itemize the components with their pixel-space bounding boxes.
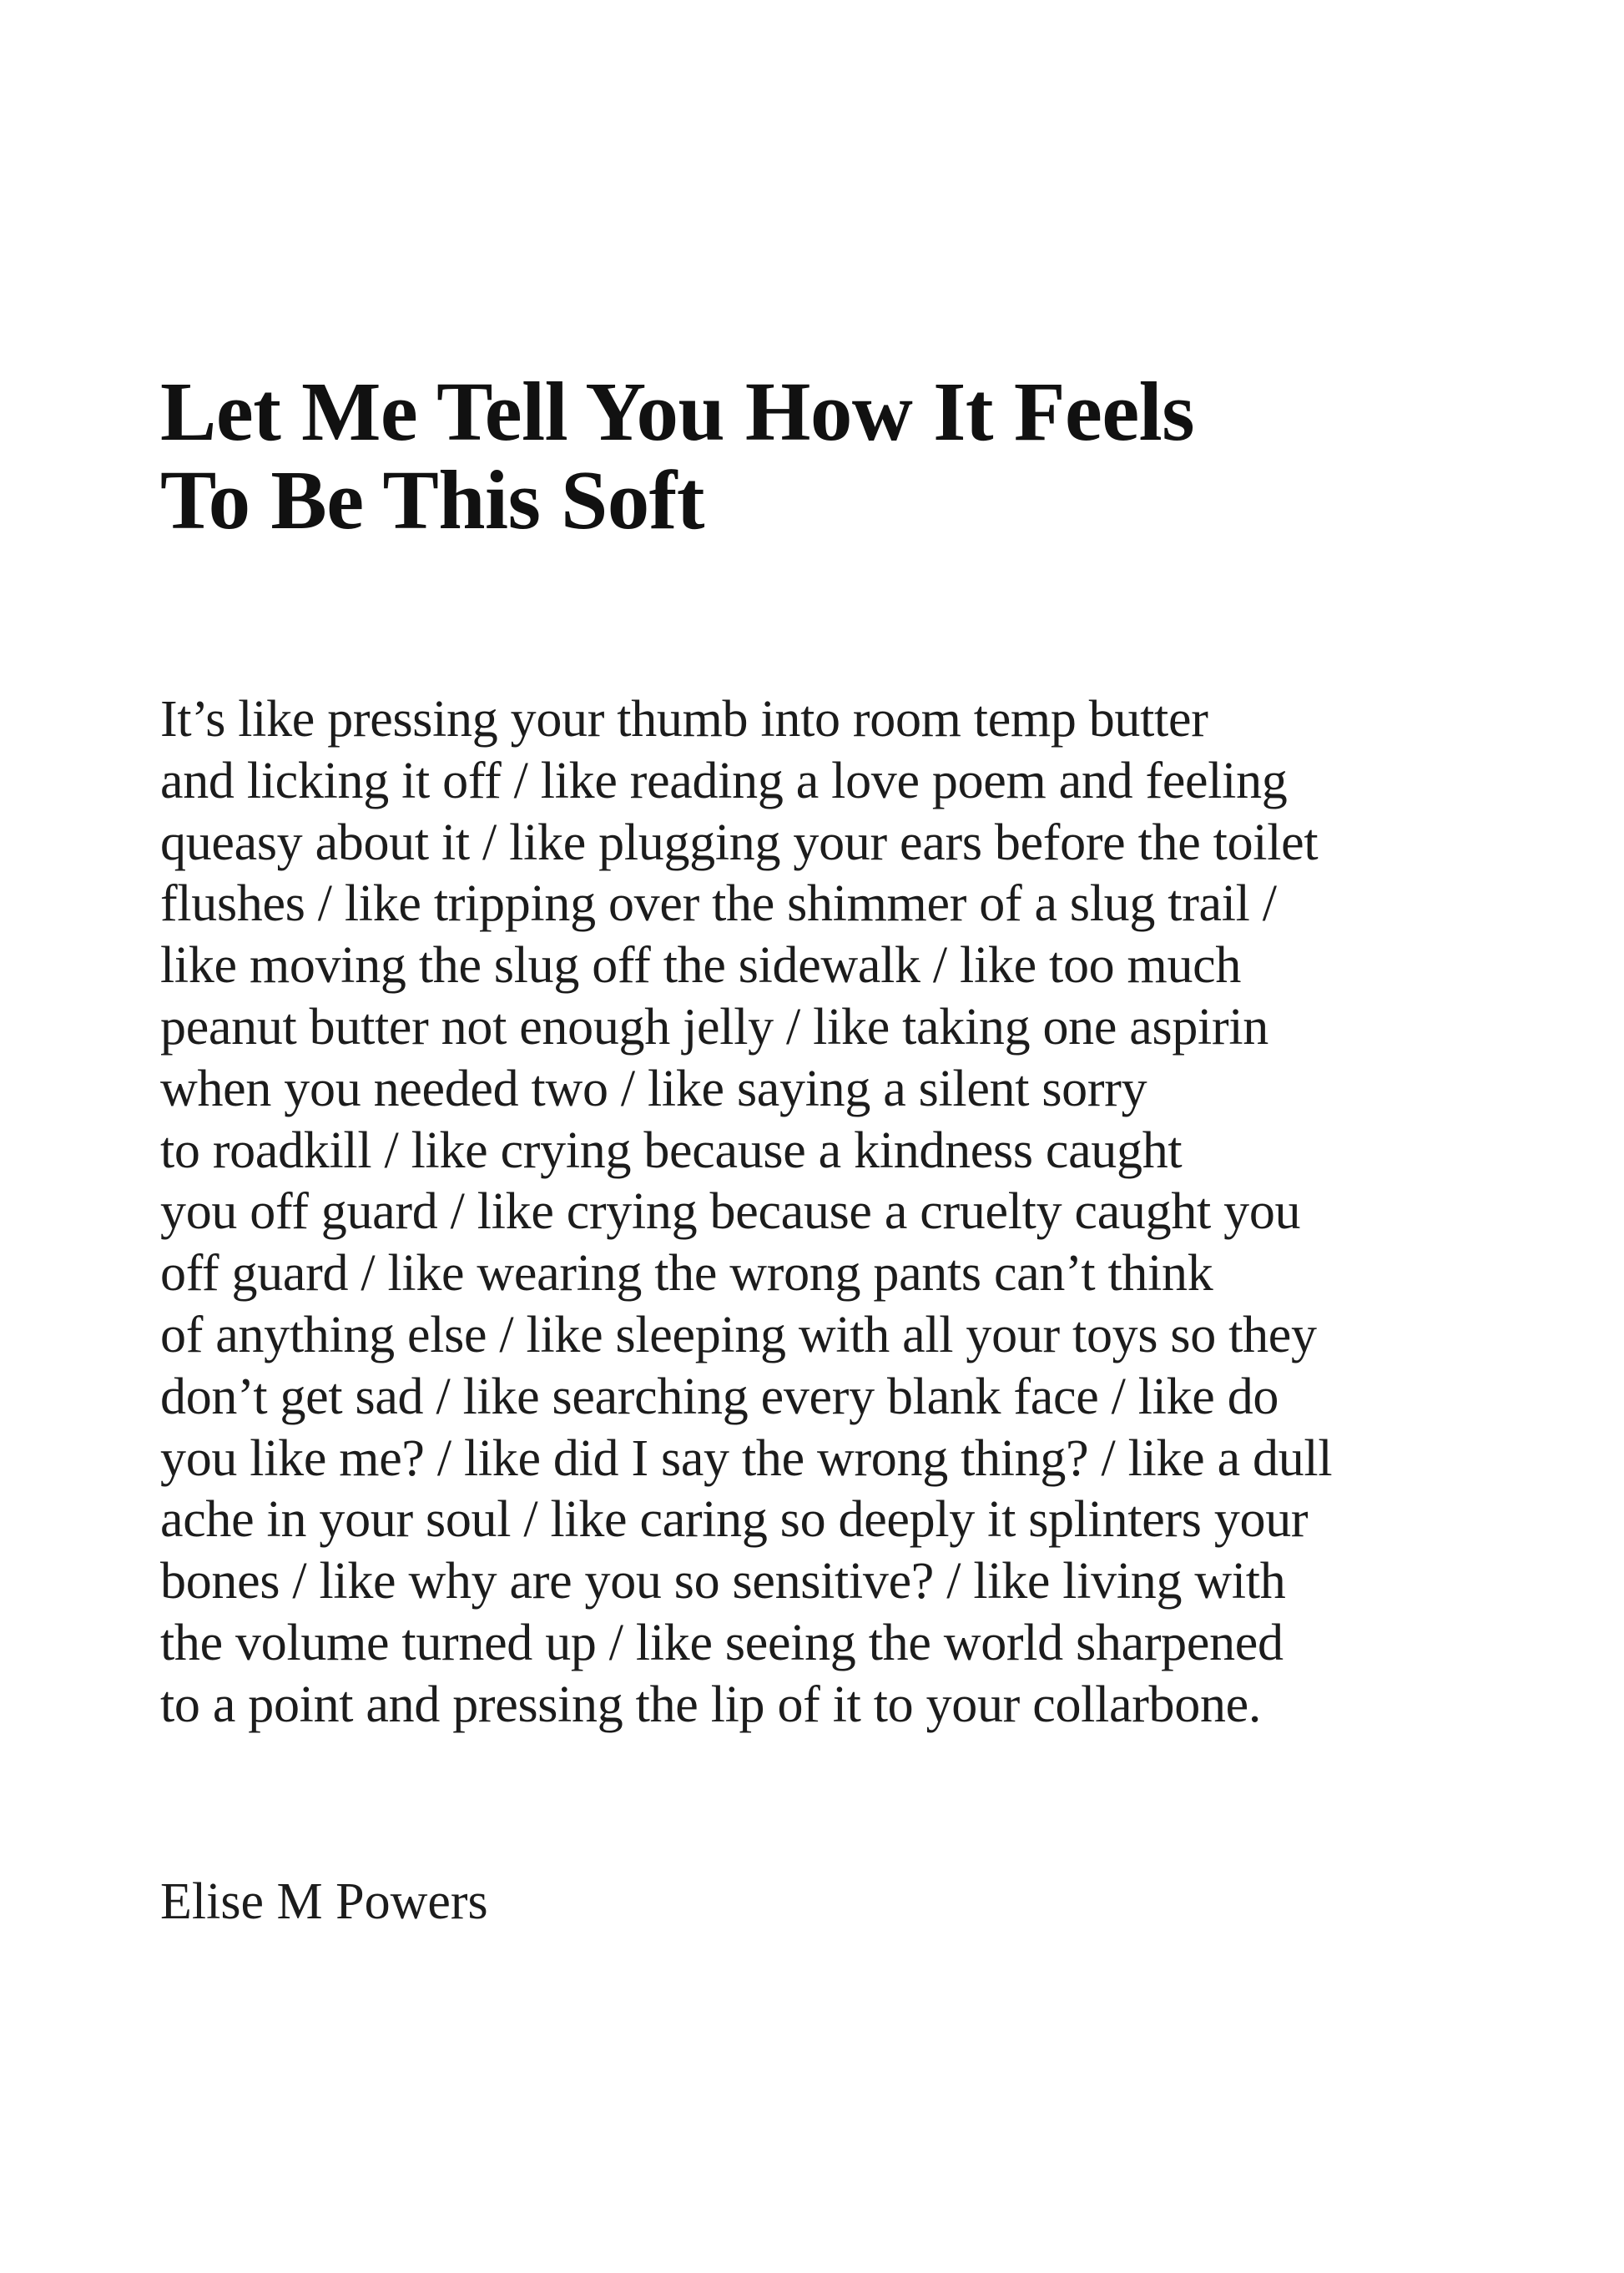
poem-line: you off guard / like crying because a cruelty caught you: [160, 1183, 1301, 1241]
poem-line: like moving the slug off the sidewalk / like too much: [160, 937, 1242, 995]
poem-body: [160, 689, 1579, 1736]
poem-line: off guard / like wearing the wrong pants can’t think: [160, 1245, 1213, 1303]
poem-line: to roadkill / like crying because a kindness caught: [160, 1121, 1183, 1179]
poem-line: when you needed two / like saying a silent sorry: [160, 1060, 1147, 1117]
poem-line: It’s like pressing your thumb into room temp butter: [160, 691, 1208, 748]
title-line-1: Let Me Tell You How It Feels: [160, 365, 1195, 458]
poem-title: [160, 365, 1495, 547]
poem-line: queasy about it / like plugging your ears before the toilet: [160, 814, 1319, 871]
poem-line: don’t get sad / like searching every blank face / like do: [160, 1368, 1279, 1425]
poem-line: peanut butter not enough jelly / like taking one aspirin: [160, 998, 1268, 1056]
poem-line: of anything else / like sleeping with all your toys so they: [160, 1306, 1317, 1363]
poem-line: to a point and pressing the lip of it to your collarbone.: [160, 1676, 1262, 1733]
poem-line: bones / like why are you so sensitive? / like living with: [160, 1553, 1286, 1610]
poem-line: ache in your soul / like caring so deeply it splinters your: [160, 1491, 1309, 1549]
poem-line: and licking it off / like reading a love poem and feeling: [160, 752, 1288, 809]
poem-line: you like me? / like did I say the wrong thing? / like a dull: [160, 1429, 1333, 1487]
poem-line: the volume turned up / like seeing the world sharpened: [160, 1614, 1284, 1671]
poem-line: flushes / like tripping over the shimmer of a slug trail /: [160, 875, 1277, 933]
title-line-2: To Be This Soft: [160, 453, 705, 547]
author-name: Elise M Powers: [160, 1873, 488, 1930]
